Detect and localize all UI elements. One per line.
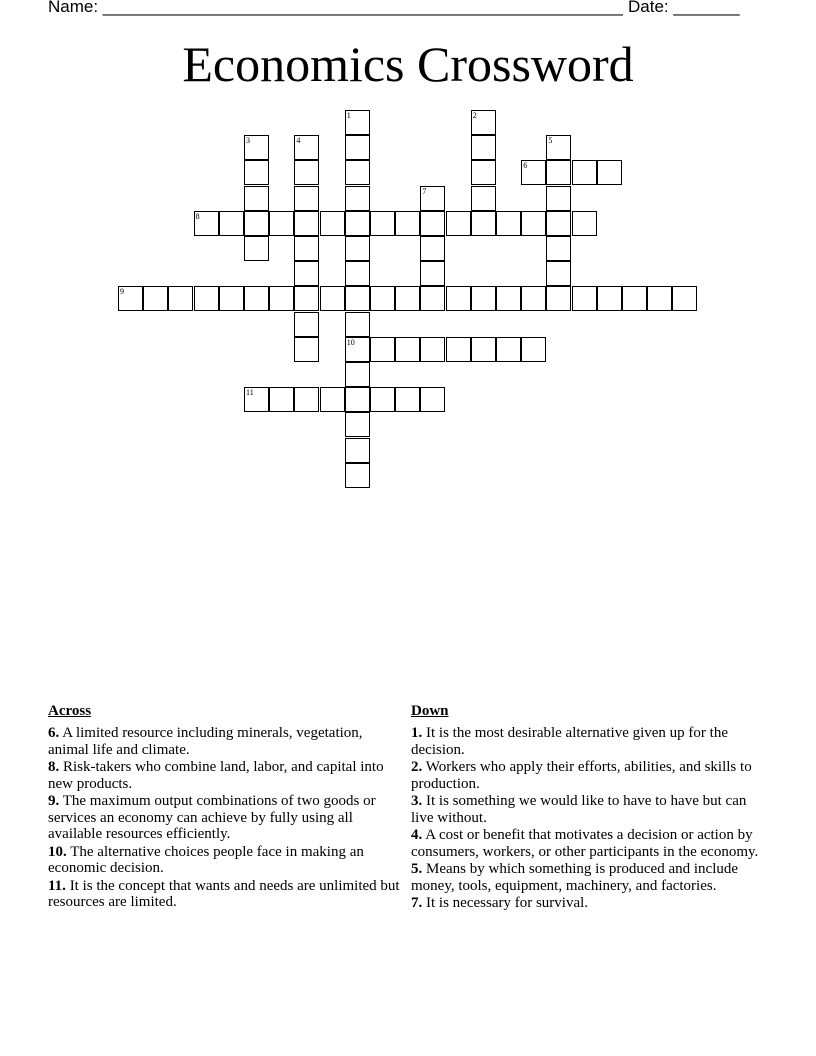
grid-cell[interactable] — [572, 286, 597, 311]
clue-number: 1 — [346, 111, 351, 120]
grid-cell[interactable] — [546, 286, 571, 311]
grid-cell[interactable] — [345, 135, 370, 160]
grid-cell[interactable] — [546, 160, 571, 185]
grid-cell[interactable] — [244, 160, 269, 185]
grid-cell[interactable] — [345, 261, 370, 286]
grid-cell[interactable] — [622, 286, 647, 311]
grid-cell[interactable] — [294, 337, 319, 362]
grid-cell[interactable] — [395, 387, 420, 412]
grid-cell[interactable] — [546, 261, 571, 286]
grid-cell[interactable] — [471, 211, 496, 236]
grid-cell[interactable] — [244, 186, 269, 211]
grid-cell[interactable] — [395, 286, 420, 311]
clue-number: 10 — [346, 337, 355, 347]
grid-cell[interactable] — [420, 387, 445, 412]
grid-cell[interactable] — [420, 211, 445, 236]
grid-cell[interactable] — [395, 337, 420, 362]
grid-cell[interactable] — [294, 160, 319, 185]
across-clues — [48, 702, 403, 912]
grid-cell[interactable] — [219, 211, 244, 236]
clue-number: 7 — [422, 186, 427, 196]
grid-cell[interactable] — [345, 463, 370, 488]
clue-across-11: 11. It is the concept that wants and needs are unlimited but resources are limited. — [48, 877, 400, 910]
grid-cell[interactable] — [370, 286, 395, 311]
grid-cell[interactable] — [345, 412, 370, 437]
clue-across-6: 6. A limited resource including minerals, vegetation, animal life and climate. — [48, 725, 363, 758]
grid-cell[interactable] — [420, 337, 445, 362]
grid-cell[interactable] — [546, 236, 571, 261]
grid-cell[interactable] — [345, 236, 370, 261]
grid-cell[interactable] — [370, 337, 395, 362]
grid-cell[interactable] — [496, 211, 521, 236]
grid-cell[interactable] — [672, 286, 697, 311]
grid-cell[interactable] — [496, 337, 521, 362]
clue-number: 9 — [120, 287, 124, 297]
grid-cell[interactable] — [420, 261, 445, 286]
crossword-grid — [0, 0, 816, 520]
grid-cell[interactable] — [370, 387, 395, 412]
clue-number: 5 — [548, 136, 553, 146]
grid-cell[interactable] — [294, 211, 319, 236]
grid-cell[interactable] — [294, 236, 319, 261]
clue-down-5: 5. Means by which something is produced and include money, tools, equipment, machinery, and factories. — [411, 861, 739, 894]
name-field[interactable]: Name: _______________________________________________________ — [48, 0, 623, 16]
grid-cell[interactable] — [294, 261, 319, 286]
down-clues — [411, 702, 767, 913]
clue-number: 11 — [246, 388, 254, 398]
grid-cell[interactable] — [244, 236, 269, 261]
clue-number: 4 — [296, 136, 301, 146]
grid-cell[interactable] — [546, 186, 571, 211]
grid-cell[interactable] — [647, 286, 672, 311]
grid-cell[interactable] — [521, 337, 546, 362]
clue-number: 2 — [472, 111, 477, 120]
grid-cell[interactable] — [244, 211, 269, 236]
grid-cell[interactable] — [471, 186, 496, 211]
grid-cell[interactable] — [345, 286, 370, 311]
grid-cell[interactable] — [294, 312, 319, 337]
grid-cell[interactable] — [597, 160, 622, 185]
grid-cell[interactable] — [521, 211, 546, 236]
grid-cell[interactable] — [294, 286, 319, 311]
clue-number: 8 — [195, 211, 200, 221]
grid-cell[interactable] — [244, 286, 269, 311]
grid-cell[interactable] — [572, 160, 597, 185]
grid-cell[interactable] — [496, 286, 521, 311]
page-title: Economics Crossword — [182, 36, 634, 92]
grid-cell[interactable] — [471, 160, 496, 185]
grid-cell[interactable] — [320, 211, 345, 236]
grid-cell[interactable] — [143, 286, 168, 311]
grid-cell[interactable] — [446, 337, 471, 362]
down-heading: Down — [411, 703, 449, 719]
grid-cell[interactable] — [294, 387, 319, 412]
grid-cell[interactable] — [446, 286, 471, 311]
grid-cell[interactable] — [345, 312, 370, 337]
grid-cell[interactable] — [471, 337, 496, 362]
clue-down-1: 1. It is the most desirable alternative given up for the decision. — [411, 725, 728, 758]
grid-cell[interactable] — [572, 211, 597, 236]
grid-cell[interactable] — [294, 186, 319, 211]
grid-cell[interactable] — [370, 211, 395, 236]
grid-cell[interactable] — [395, 211, 420, 236]
clue-down-3: 3. It is something we would like to have to have but can live without. — [411, 793, 747, 826]
grid-cell[interactable] — [345, 387, 370, 412]
clue-number: 6 — [523, 161, 528, 171]
grid-cell[interactable] — [320, 286, 345, 311]
grid-cell[interactable] — [168, 286, 193, 311]
clue-down-7: 7. It is necessary for survival. — [411, 895, 589, 911]
grid-cell[interactable] — [345, 186, 370, 211]
date-field[interactable]: Date: _______ — [628, 0, 740, 16]
grid-cell[interactable] — [345, 362, 370, 387]
grid-cell[interactable] — [345, 160, 370, 185]
clue-across-10: 10. The alternative choices people face in making an economic decision. — [48, 843, 364, 876]
grid-cell[interactable] — [345, 211, 370, 236]
grid-cell[interactable] — [320, 387, 345, 412]
grid-cell[interactable] — [471, 286, 496, 311]
grid-cell[interactable] — [546, 211, 571, 236]
grid-cell[interactable] — [269, 387, 294, 412]
grid-cell[interactable] — [345, 438, 370, 463]
clue-down-4: 4. A cost or benefit that motivates a decision or action by consumers, workers, or other participants in the economy. — [411, 827, 759, 860]
grid-cell[interactable] — [269, 211, 294, 236]
grid-cell[interactable] — [446, 211, 471, 236]
clue-across-8: 8. Risk-takers who combine land, labor, and capital into new products. — [48, 759, 384, 792]
clue-across-9: 9. The maximum output combinations of two goods or services an economy can achieve by fully using all available resources efficiently. — [48, 793, 376, 842]
grid-cell[interactable] — [471, 135, 496, 160]
grid-cell[interactable] — [420, 236, 445, 261]
grid-cell[interactable] — [521, 286, 546, 311]
clue-number: 3 — [246, 136, 250, 146]
grid-cell[interactable] — [219, 286, 244, 311]
grid-cell[interactable] — [194, 286, 219, 311]
grid-cell[interactable] — [597, 286, 622, 311]
grid-cell[interactable] — [420, 286, 445, 311]
across-heading: Across — [48, 703, 92, 719]
grid-cell[interactable] — [269, 286, 294, 311]
clue-down-2: 2. Workers who apply their efforts, abilities, and skills to production. — [411, 759, 752, 792]
